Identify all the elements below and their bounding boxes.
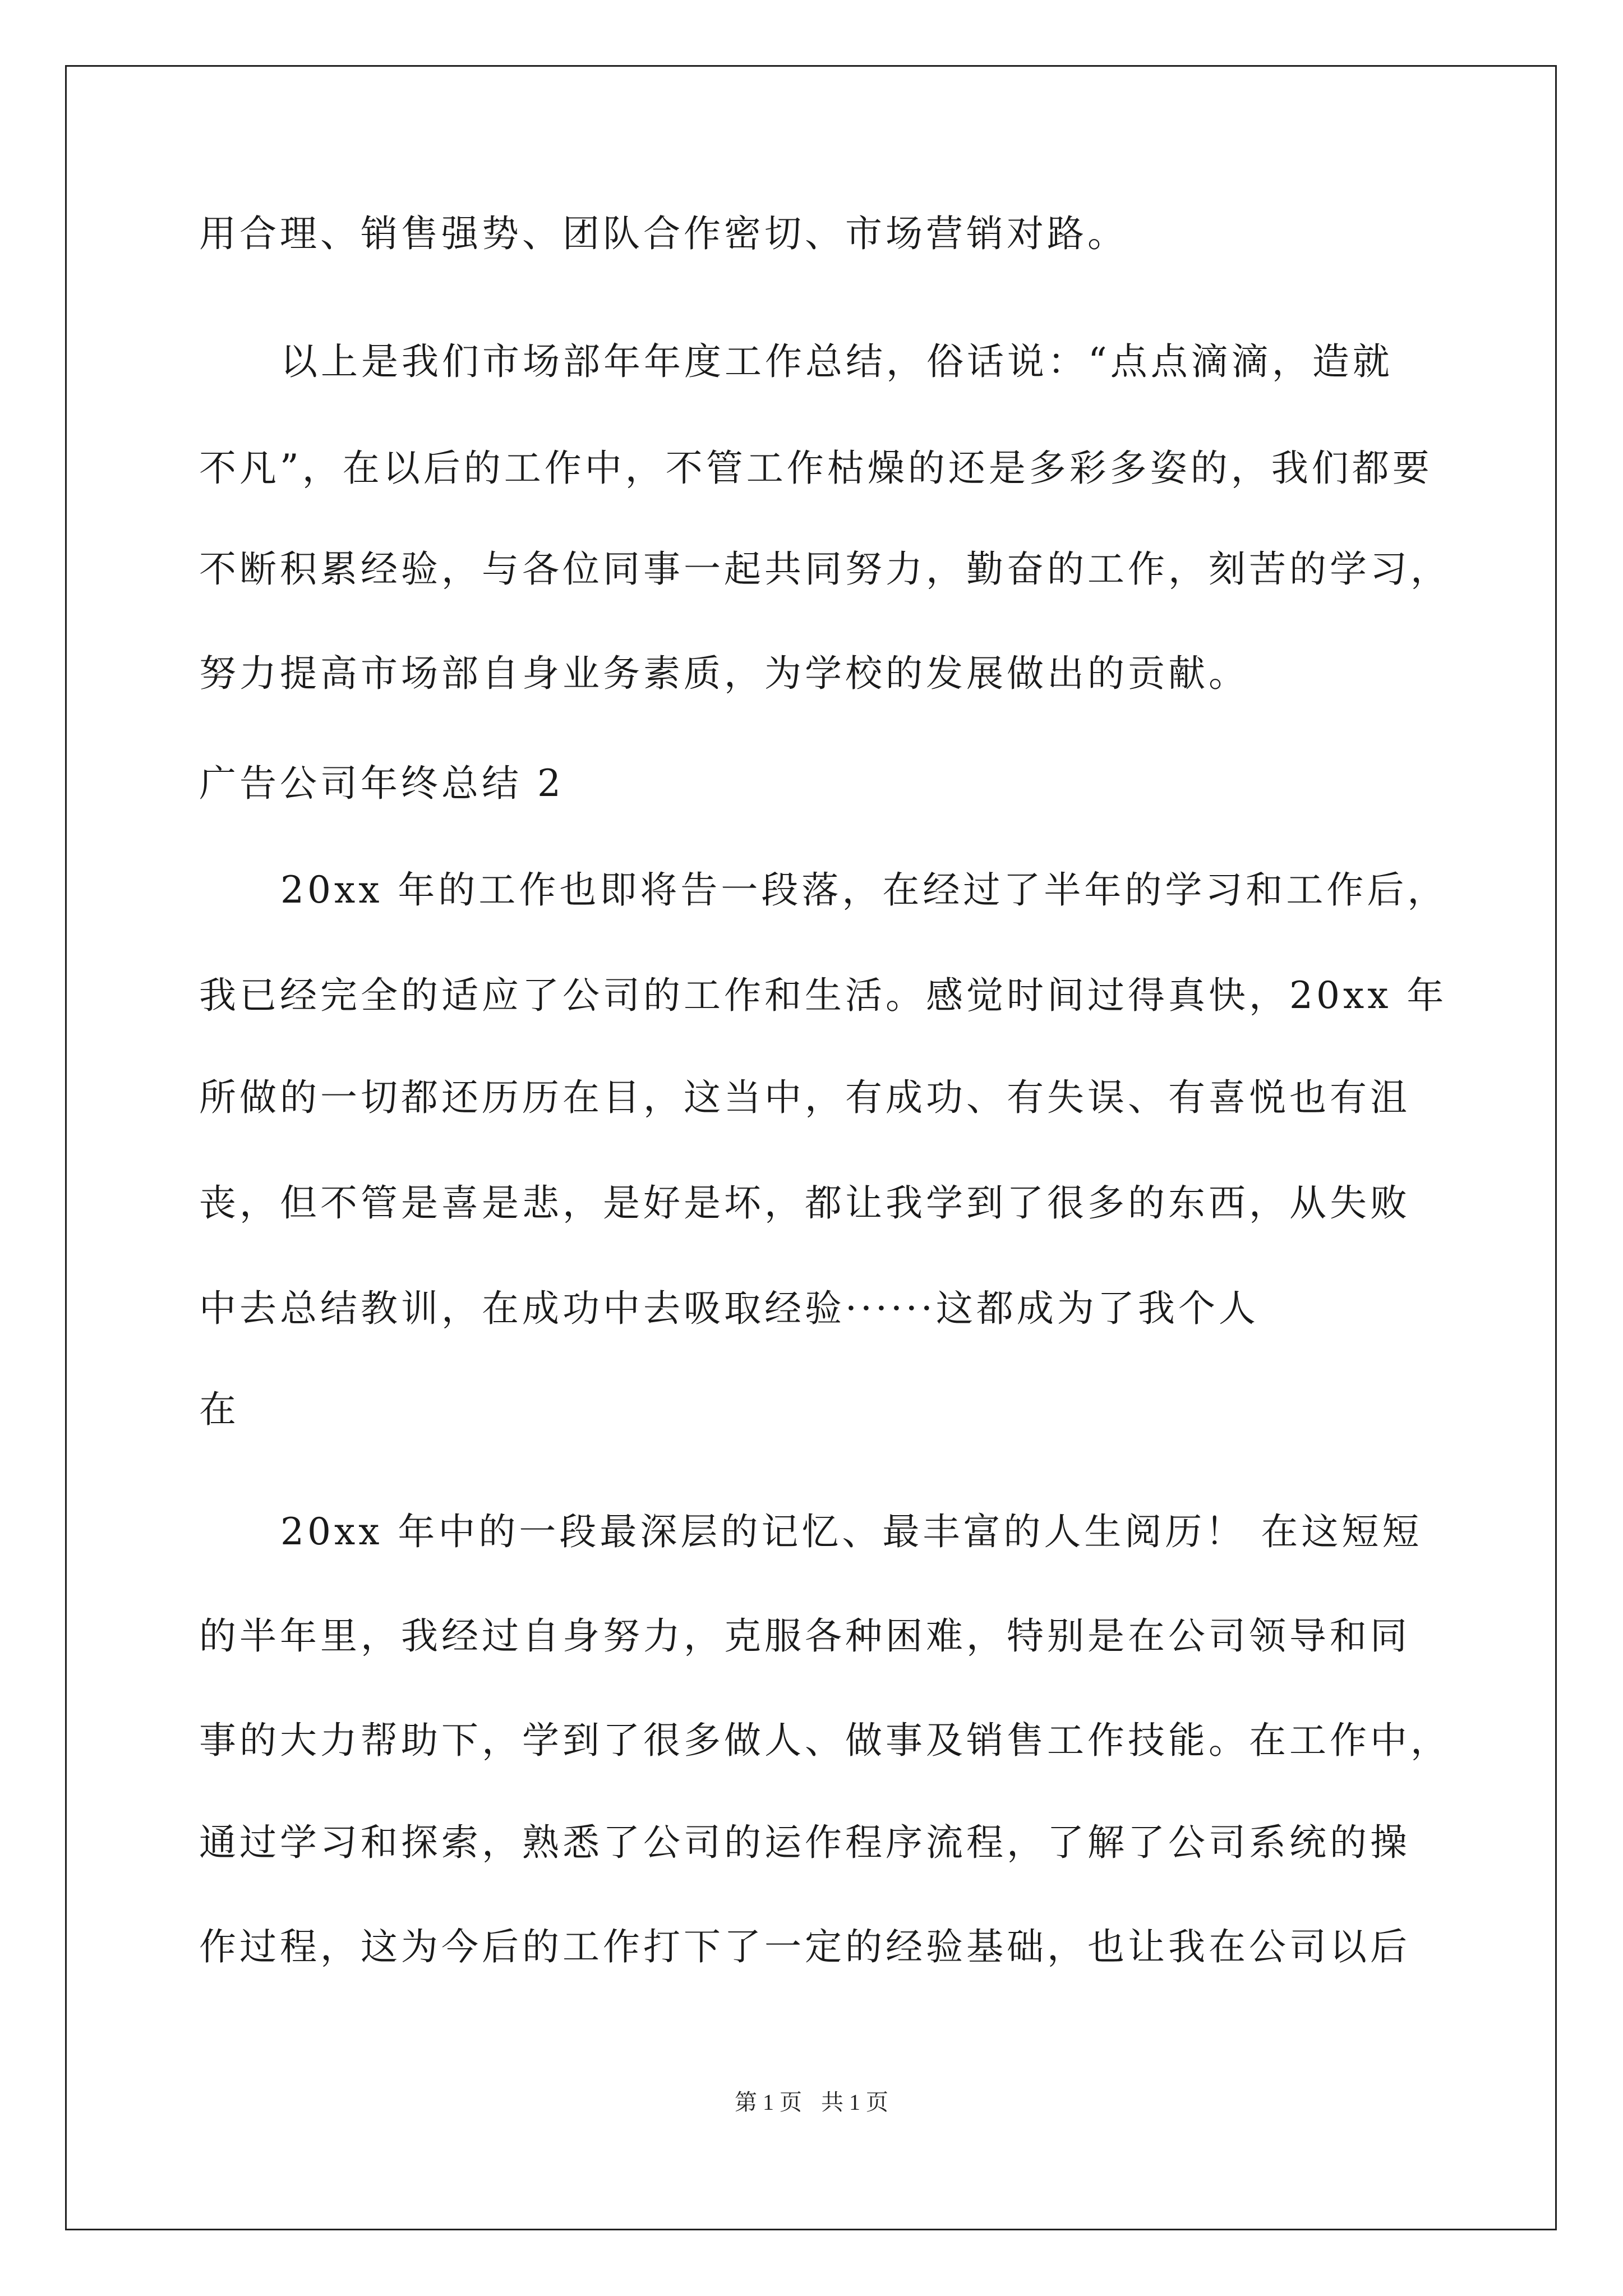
paragraph-line: 中去总结教训，在成功中去吸取经验······这都成为了我个人 [199,1287,1259,1330]
paragraph-line: 以上是我们市场部年年度工作总结，俗话说：“点点滴滴，造就 [280,340,1393,383]
paragraph-line: 不凡”，在以后的工作中，不管工作枯燥的还是多彩多姿的，我们都要 [199,447,1433,490]
paragraph-line: 努力提高市场部自身业务素质，为学校的发展做出的贡献。 [199,652,1249,695]
paragraph-line: 20xx 年的工作也即将告一段落，在经过了半年的学习和工作后， [280,868,1448,912]
paragraph-line: 作过程，这为今后的工作打下了一定的经验基础，也让我在公司以后 [199,1925,1410,1968]
section-heading: 广告公司年终总结 2 [199,762,564,805]
paragraph-line: 所做的一切都还历历在目，这当中，有成功、有失误、有喜悦也有沮 [199,1076,1410,1119]
paragraph-line: 在 [199,1388,239,1431]
paragraph-line: 丧，但不管是喜是悲，是好是坏，都让我学到了很多的东西，从失败 [199,1181,1410,1225]
page-total: 共 1 页 [821,2090,888,2115]
paragraph-line: 不断积累经验，与各位同事一起共同努力，勤奋的工作，刻苦的学习， [199,547,1451,591]
paragraph-line: 20xx 年中的一段最深层的记忆、最丰富的人生阅历！ 在这短短 [280,1510,1423,1553]
paragraph-line: 用合理、销售强势、团队合作密切、市场营销对路。 [199,212,1128,255]
paragraph-line: 通过学习和探索，熟悉了公司的运作程序流程，了解了公司系统的操 [199,1821,1410,1864]
page-border [65,65,1557,2230]
paragraph-line: 我已经完全的适应了公司的工作和生活。感觉时间过得真快，20xx 年 [199,974,1447,1017]
paragraph-line: 的半年里，我经过自身努力，克服各种困难，特别是在公司领导和同 [199,1614,1410,1658]
page-number: 第 1 页 [735,2090,802,2115]
paragraph-line: 事的大力帮助下，学到了很多做人、做事及销售工作技能。在工作中， [199,1719,1451,1762]
page-footer [0,2085,1623,2116]
